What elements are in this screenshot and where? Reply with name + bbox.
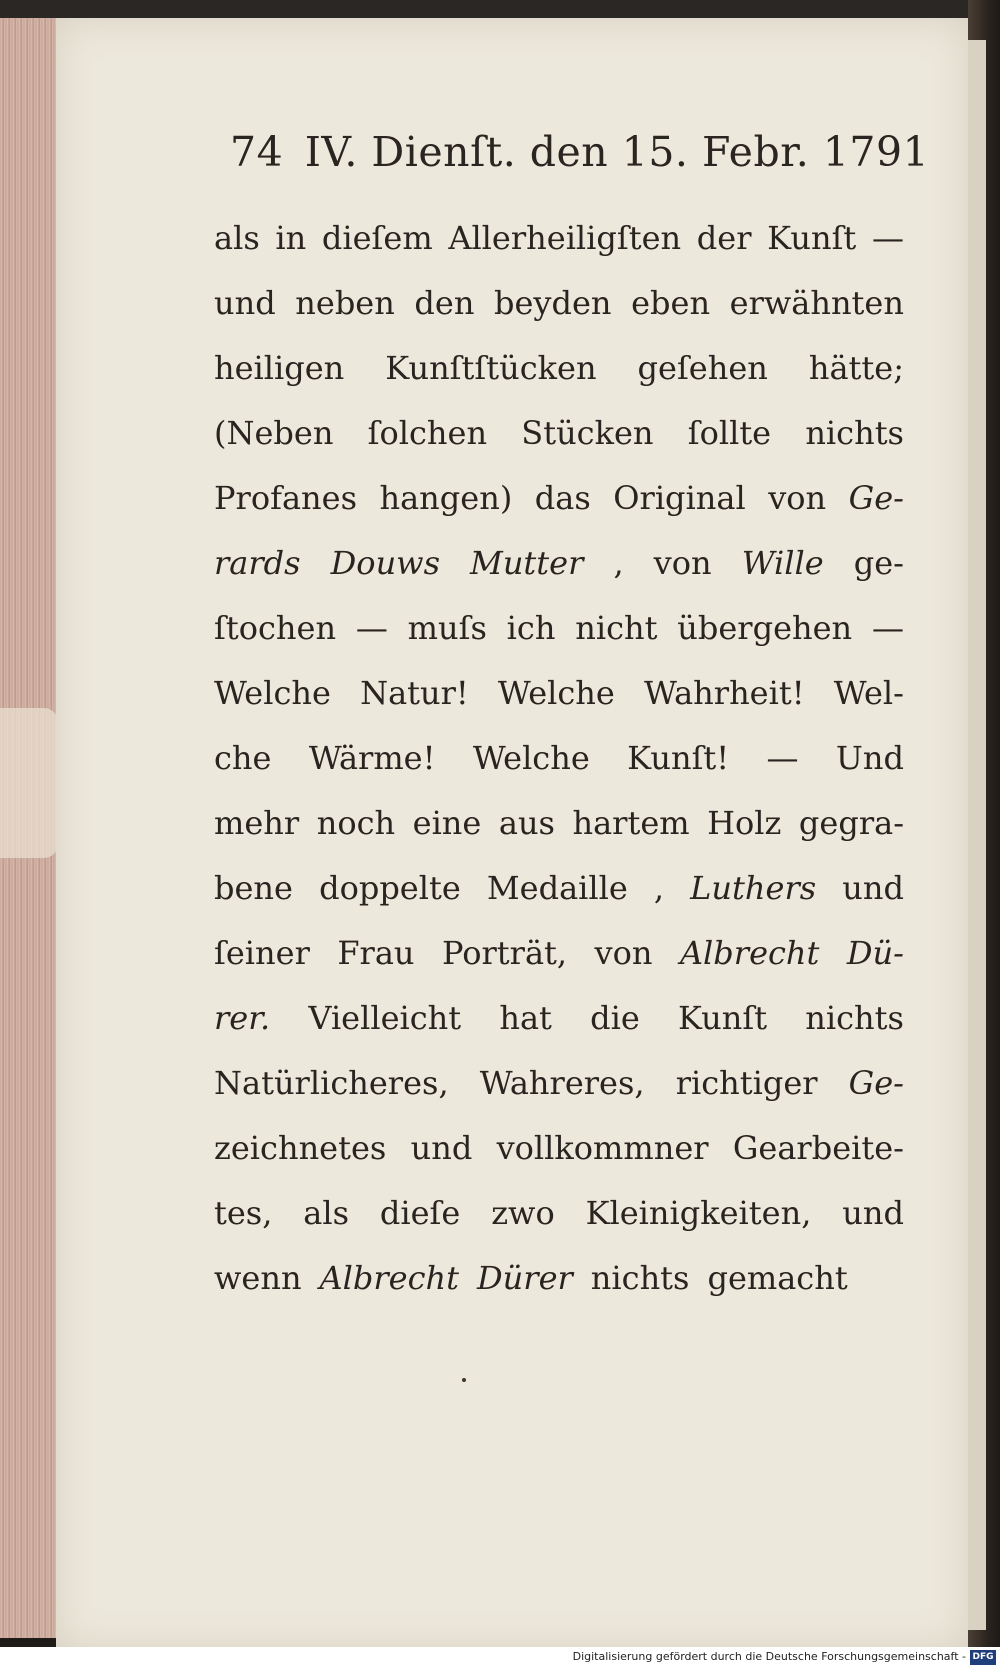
word: Profanes bbox=[214, 479, 357, 517]
text-line bbox=[214, 868, 904, 933]
word: Wel- bbox=[833, 674, 904, 712]
text-line bbox=[214, 478, 904, 543]
word: zeichnetes bbox=[214, 1129, 387, 1167]
word: erwähnten bbox=[729, 284, 904, 322]
word: nichts bbox=[805, 414, 904, 452]
word: noch bbox=[316, 804, 396, 842]
word: Kleinigkeiten, bbox=[585, 1194, 812, 1232]
word: muſs bbox=[407, 609, 487, 647]
word: nichts bbox=[805, 999, 904, 1037]
word: Wahrheit! bbox=[643, 674, 805, 712]
word: — bbox=[871, 609, 904, 647]
word: , bbox=[653, 869, 665, 907]
page-tab bbox=[0, 708, 58, 858]
word: nichts bbox=[590, 1259, 690, 1297]
word: Kunſt bbox=[767, 219, 857, 257]
word: zwo bbox=[491, 1194, 555, 1232]
word: Kunſt! bbox=[627, 739, 730, 777]
word: vollkommner bbox=[496, 1129, 709, 1167]
word: Medaille bbox=[486, 869, 628, 907]
word: übergehen bbox=[677, 609, 853, 647]
word: Douws bbox=[330, 544, 440, 582]
word: Albrecht bbox=[319, 1259, 459, 1297]
word: ſeiner bbox=[214, 934, 310, 972]
word: Welche bbox=[472, 739, 590, 777]
text-line bbox=[214, 543, 904, 608]
word: Stücken bbox=[521, 414, 654, 452]
word: heiligen bbox=[214, 349, 345, 387]
word: Frau bbox=[337, 934, 415, 972]
word: dieſem bbox=[321, 219, 433, 257]
word: hätte; bbox=[808, 349, 904, 387]
word: wenn bbox=[214, 1259, 302, 1297]
word: Wärme! bbox=[308, 739, 436, 777]
word: (Neben bbox=[214, 414, 334, 452]
word: Und bbox=[835, 739, 904, 777]
word: Natürlicheres, bbox=[214, 1064, 449, 1102]
word: ge- bbox=[853, 544, 904, 582]
word: rer. bbox=[214, 999, 271, 1037]
word: Original bbox=[613, 479, 746, 517]
word: — bbox=[355, 609, 388, 647]
word: tes, bbox=[214, 1194, 273, 1232]
word: Welche bbox=[497, 674, 615, 712]
word: neben bbox=[295, 284, 395, 322]
word: Dürer bbox=[477, 1259, 573, 1297]
word: — bbox=[871, 219, 904, 257]
word: eine bbox=[412, 804, 482, 842]
text-line bbox=[214, 803, 904, 868]
text-line bbox=[214, 738, 904, 803]
text-line bbox=[214, 348, 904, 413]
body-text bbox=[214, 218, 904, 1323]
word: Albrecht bbox=[679, 934, 820, 972]
text-line bbox=[214, 608, 904, 673]
word: hat bbox=[499, 999, 552, 1037]
footer-credit: Digitalisierung gefördert durch die Deutsche Forschungsgemeinschaft - bbox=[572, 1650, 966, 1663]
word: und bbox=[410, 1129, 473, 1167]
word: ſtochen bbox=[214, 609, 337, 647]
word: Holz bbox=[707, 804, 782, 842]
dfg-logo: DFG bbox=[970, 1650, 996, 1665]
word: dieſe bbox=[379, 1194, 461, 1232]
running-header bbox=[230, 128, 929, 176]
scan-background-top bbox=[0, 0, 1000, 20]
word: und bbox=[842, 1194, 904, 1232]
page-mark bbox=[462, 1378, 466, 1382]
word: in bbox=[275, 219, 307, 257]
page-edges-left bbox=[0, 18, 60, 1638]
text-line bbox=[214, 1193, 904, 1258]
word: hartem bbox=[572, 804, 690, 842]
text-line bbox=[214, 1258, 904, 1323]
text-line bbox=[214, 218, 904, 283]
word: , bbox=[613, 544, 624, 582]
word: richtiger bbox=[675, 1064, 818, 1102]
word: doppelte bbox=[319, 869, 461, 907]
word: Kunſtſtücken bbox=[385, 349, 597, 387]
word: Gearbeite- bbox=[732, 1129, 904, 1167]
word: von bbox=[768, 479, 827, 517]
word: und bbox=[842, 869, 904, 907]
word: und bbox=[214, 284, 276, 322]
digitization-footer bbox=[0, 1647, 1000, 1669]
word: nicht bbox=[575, 609, 658, 647]
word: die bbox=[590, 999, 640, 1037]
text-line bbox=[214, 1063, 904, 1128]
text-line bbox=[214, 673, 904, 738]
word: eben bbox=[631, 284, 711, 322]
word: bene bbox=[214, 869, 293, 907]
text-line bbox=[214, 1128, 904, 1193]
word: geſehen bbox=[637, 349, 768, 387]
text-line bbox=[214, 413, 904, 478]
word: Mutter bbox=[470, 544, 584, 582]
word: Natur! bbox=[360, 674, 469, 712]
word: ich bbox=[506, 609, 556, 647]
word: als bbox=[214, 219, 260, 257]
word: Dü- bbox=[846, 934, 904, 972]
word: Allerheiligſten bbox=[448, 219, 682, 257]
word: als bbox=[303, 1194, 349, 1232]
word: Vielleicht bbox=[308, 999, 462, 1037]
word: Ge- bbox=[848, 1064, 904, 1102]
word: rards bbox=[214, 544, 301, 582]
word: von bbox=[653, 544, 712, 582]
text-line bbox=[214, 933, 904, 998]
word: von bbox=[594, 934, 653, 972]
page-number: 74 bbox=[230, 128, 284, 176]
word: Wahreres, bbox=[479, 1064, 645, 1102]
word: das bbox=[534, 479, 591, 517]
word: beyden bbox=[494, 284, 612, 322]
word: Kunſt bbox=[677, 999, 768, 1037]
word: der bbox=[696, 219, 752, 257]
text-line bbox=[214, 998, 904, 1063]
word: mehr bbox=[214, 804, 300, 842]
word: — bbox=[766, 739, 799, 777]
word: Luthers bbox=[690, 869, 817, 907]
word: gegra- bbox=[798, 804, 904, 842]
word: Ge- bbox=[848, 479, 904, 517]
word: den bbox=[414, 284, 475, 322]
word: Welche bbox=[214, 674, 331, 712]
word: gemacht bbox=[707, 1259, 848, 1297]
word: ſolchen bbox=[367, 414, 488, 452]
word: che bbox=[214, 739, 272, 777]
text-line bbox=[214, 283, 904, 348]
word: Porträt, bbox=[441, 934, 568, 972]
word: hangen) bbox=[379, 479, 513, 517]
word: aus bbox=[498, 804, 555, 842]
word: ſollte bbox=[687, 414, 772, 452]
word: Wille bbox=[741, 544, 824, 582]
running-title: IV. Dienſt. den 15. Febr. 1791 bbox=[304, 128, 930, 176]
